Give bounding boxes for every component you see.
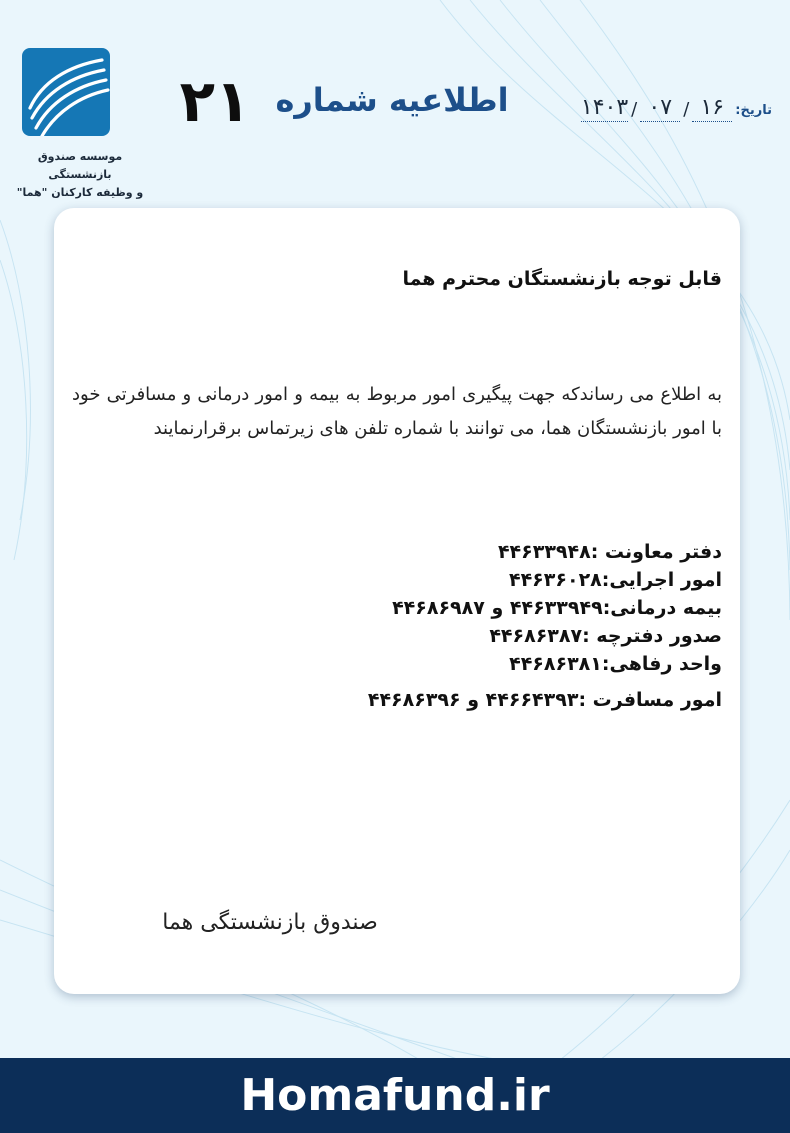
footer-bar — [0, 1058, 790, 1133]
contact-row-booklet-issuance — [72, 622, 722, 650]
date-month: ۰۷ — [640, 95, 680, 122]
notice-title: اطلاعیه شماره — [275, 81, 509, 119]
contact-row-deputy-office — [72, 538, 722, 566]
contact-row-welfare-unit — [72, 650, 722, 678]
contact-label: امور مسافرت : — [578, 689, 722, 711]
contact-list — [72, 538, 722, 714]
contact-label: دفتر معاونت : — [590, 541, 722, 563]
announcement-card — [54, 208, 740, 994]
date-separator: / — [683, 99, 690, 120]
contact-label: بیمه درمانی: — [602, 597, 722, 619]
date-year: ۱۴۰۳ — [580, 95, 629, 120]
announcement-body: به اطلاع می رساندکه جهت پیگیری امور مربوط به بیمه و امور درمانی و مسافرتی خود با امور بازنشستگان هما، می توانند با شماره تلفن های زیرتماس برقرارنمایند — [72, 384, 722, 439]
organization-name-line1: موسسه صندوق بازنشستگی — [37, 150, 123, 181]
signature: صندوق بازنشستگی هما — [162, 910, 378, 935]
contact-number: ۴۴۶۶۴۳۹۳ و ۴۴۶۸۶۳۹۶ — [367, 689, 579, 711]
salutation: قابل توجه بازنشستگان محترم هما — [402, 268, 722, 290]
contact-label: امور اجرایی: — [601, 569, 722, 591]
date-label: تاریخ: — [735, 103, 772, 118]
contact-label: واحد رفاهی: — [601, 653, 722, 675]
contact-row-executive-affairs — [72, 566, 722, 594]
contact-number: ۴۴۶۳۳۹۴۸ — [497, 541, 591, 563]
contact-label: صدور دفترچه : — [582, 625, 722, 647]
date-separator: / — [631, 99, 638, 120]
organization-name — [10, 148, 150, 202]
organization-name-line2: و وظیفه کارکنان "هما" — [16, 186, 144, 199]
date-day: ۱۶ — [692, 95, 732, 122]
date-field — [562, 82, 772, 122]
contact-number: ۴۴۶۸۶۳۸۷ — [489, 625, 583, 647]
notice-number: ۲۱ — [179, 67, 251, 135]
contact-number: ۴۴۶۳۳۹۴۹ و ۴۴۶۸۶۹۸۷ — [392, 597, 603, 619]
contact-row-health-insurance — [72, 594, 722, 622]
homa-fund-logo — [22, 48, 110, 136]
contact-number: ۴۴۶۳۶۰۲۸ — [508, 569, 602, 591]
website-link[interactable]: Homafund.ir — [240, 1070, 550, 1121]
contact-row-travel-affairs — [72, 686, 722, 714]
contact-number: ۴۴۶۸۶۳۸۱ — [509, 653, 602, 675]
